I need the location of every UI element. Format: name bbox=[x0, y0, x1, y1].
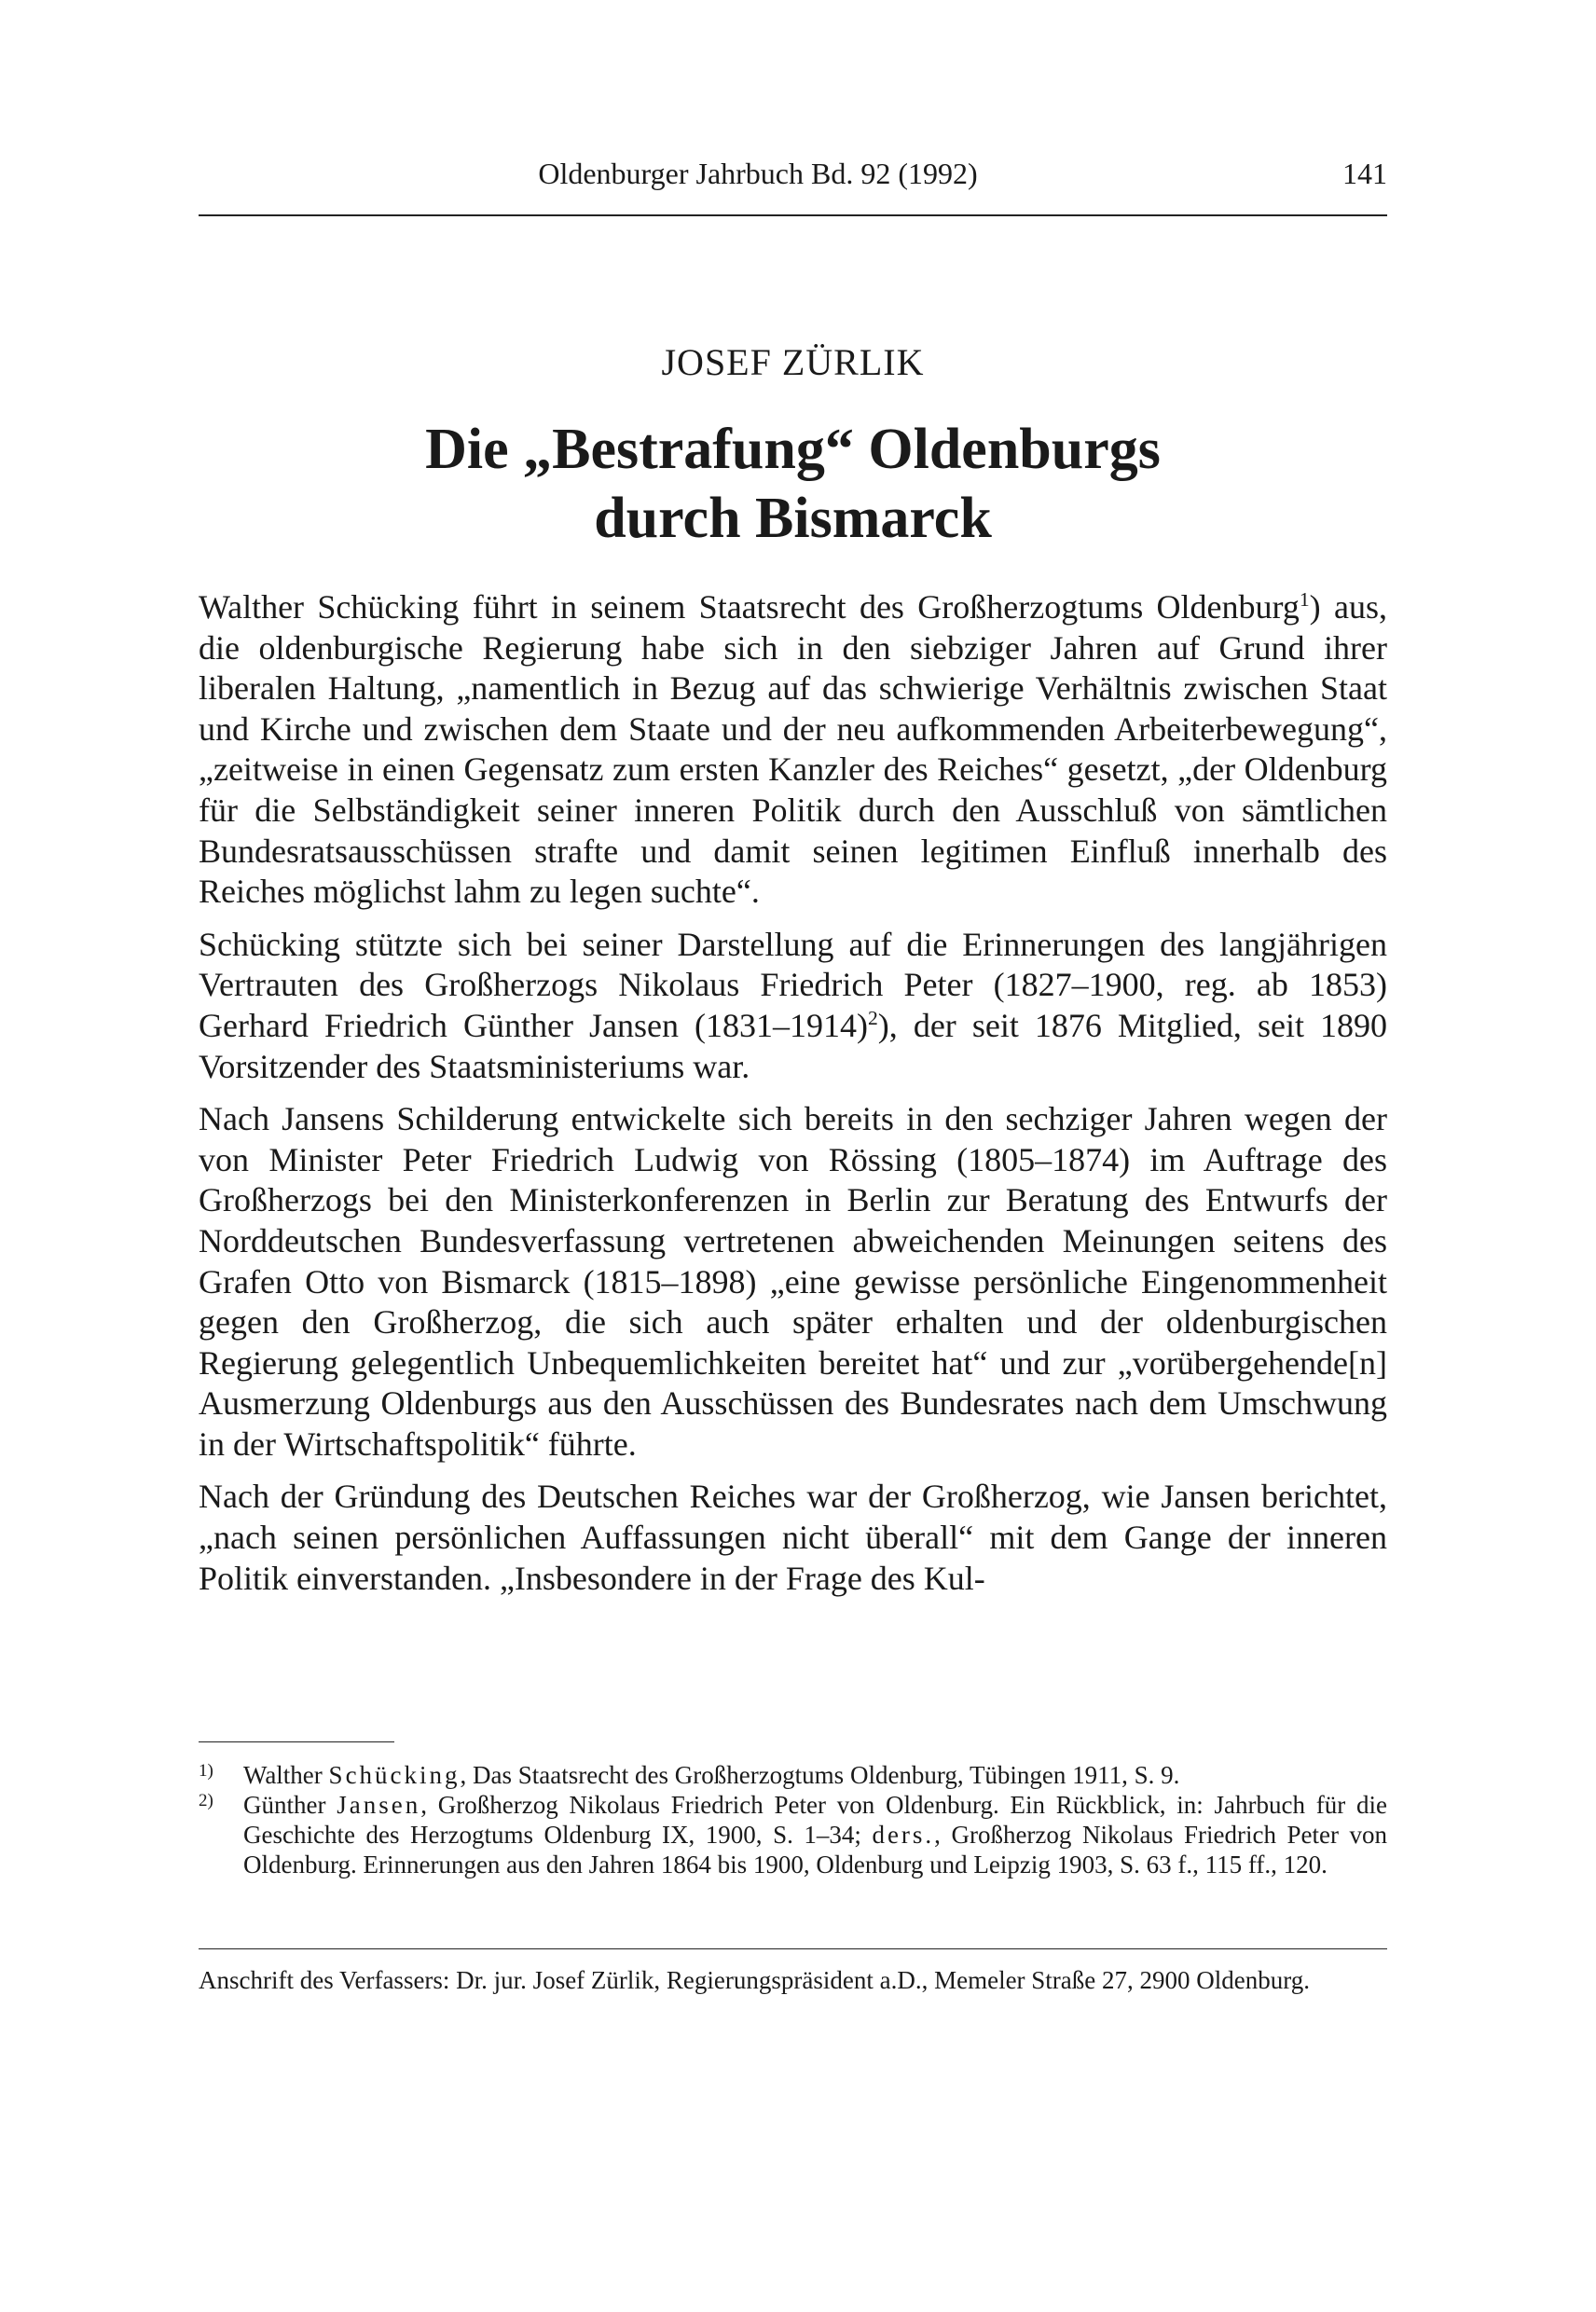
running-head bbox=[199, 157, 1387, 203]
footnote-2 bbox=[199, 1790, 1387, 1879]
footnote-1 bbox=[199, 1760, 1387, 1790]
footnote-1-author-surname: Schücking bbox=[328, 1761, 461, 1789]
footnotes bbox=[199, 1760, 1387, 1879]
paragraph-2-text-a: Schücking stützte sich bei seiner Darstellung auf die Erinnerungen des langjährigen Vertrauten des Großherzogs Nikolaus Friedrich Peter (1827–1900, reg. ab 1853) Gerhard Friedrich Günther Jansen (1831–1914) bbox=[199, 925, 1387, 1044]
footnote-2-text-b: , Großherzog Nikolaus Friedrich Peter von Oldenburg. Erinnerungen aus den Jahren 1864 bis 1900, Oldenburg und Leipzig 1903, S. 63 f., 115 ff., 120. bbox=[243, 1821, 1387, 1878]
article-title bbox=[199, 415, 1387, 553]
paragraph-1 bbox=[199, 587, 1387, 913]
page bbox=[199, 0, 1387, 2312]
article-body bbox=[199, 587, 1387, 1611]
article-author: JOSEF ZÜRLIK bbox=[661, 341, 925, 383]
footnote-1-text: , Das Staatsrecht des Großherzogtums Oldenburg, Tübingen 1911, S. 9. bbox=[460, 1761, 1180, 1789]
author-address: Anschrift des Verfassers: Dr. jur. Josef Zürlik, Regierungspräsident a.D., Memeler Straße 27, 2900 Oldenburg. bbox=[199, 1966, 1311, 1994]
paragraph-2-text-b: ), der seit 1876 Mitglied, seit 1890 Vorsitzender des Staatsministeriums war. bbox=[199, 1006, 1388, 1085]
footnote-2-author: Günther bbox=[243, 1791, 337, 1819]
title-line-1: Die „Bestrafung“ Oldenburgs bbox=[425, 418, 1161, 481]
footnote-1-author: Walther bbox=[243, 1761, 329, 1789]
page-number: 141 bbox=[1342, 157, 1387, 190]
paragraph-4: Nach der Gründung des Deutschen Reiches war der Großherzog, wie Jansen berichtet, „nach seinen persönlichen Auffassungen nicht überall“ mit dem Gange der inneren Politik einverstanden. „Insbesondere in der Frage des Kul- bbox=[199, 1478, 1387, 1597]
paragraph-1-text-a: Walther Schücking führt in seinem Staatsrecht des Großherzogtums Oldenburg bbox=[199, 588, 1300, 626]
paragraph-2 bbox=[199, 925, 1387, 1087]
paragraph-3: Nach Jansens Schilderung entwickelte sich bereits in den sechziger Jahren wegen der von Minister Peter Friedrich Ludwig von Rössing (1805–1874) im Auftrage des Großherzogs bei den Ministerkonferenzen in Berlin zur Beratung des Entwurfs der Norddeutschen Bundesverfassung vertretenen abweichenden Meinungen seitens des Grafen Otto von Bismarck (1815–1898) „eine gewisse persönliche Eingenommenheit gegen den Großherzog, die sich auch später erhalten und der oldenburgischen Regierung gelegentlich Unbequemlichkeiten bereitet hat“ und zur „vorübergehende[n] Ausmerzung Oldenburgs aus den Ausschüssen des Bundesrates nach dem Umschwung in der Wirtschaftspolitik“ führte. bbox=[199, 1100, 1387, 1463]
paragraph-1-text-b: ) aus, die oldenburgische Regierung habe sich in den siebziger Jahren auf Grund ihrer liberalen Haltung, „namentlich in Bezug auf das schwierige Verhältnis zwischen Staat und Kirche und zwischen dem Staate und der neu aufkommenden Arbeiterbewegung“, „zeitweise in einen Gegensatz zum ersten Kanzler des Reiches“ gesetzt, „der Oldenburg für die Selbständigkeit seiner inneren Politik durch den Ausschluß von sämtlichen Bundesratsausschüssen strafte und damit seinen legitimen Einfluß innerhalb des Reiches möglichst lahm zu legen suchte“. bbox=[199, 588, 1387, 911]
footnote-2-ders: ders. bbox=[872, 1821, 935, 1849]
header-rule bbox=[199, 214, 1387, 216]
footnote-ref-2[interactable]: 2 bbox=[868, 1006, 878, 1029]
footnote-ref-1[interactable]: 1 bbox=[1299, 588, 1310, 611]
footnote-2-text-a: , Großherzog Nikolaus Friedrich Peter von Oldenburg. Ein Rückblick, in: Jahrbuch für die Geschichte des Herzogtums Oldenburg IX, 1900, S. 1–34; bbox=[243, 1791, 1387, 1849]
journal-title: Oldenburger Jahrbuch Bd. 92 (1992) bbox=[538, 157, 978, 190]
title-line-2: durch Bismarck bbox=[594, 487, 992, 550]
footnote-1-mark: 1) bbox=[199, 1761, 213, 1781]
footnote-2-author-surname: Jansen bbox=[337, 1791, 421, 1819]
address-rule bbox=[199, 1948, 1387, 1949]
footnote-rule bbox=[199, 1741, 394, 1742]
footnote-2-mark: 2) bbox=[199, 1791, 213, 1810]
